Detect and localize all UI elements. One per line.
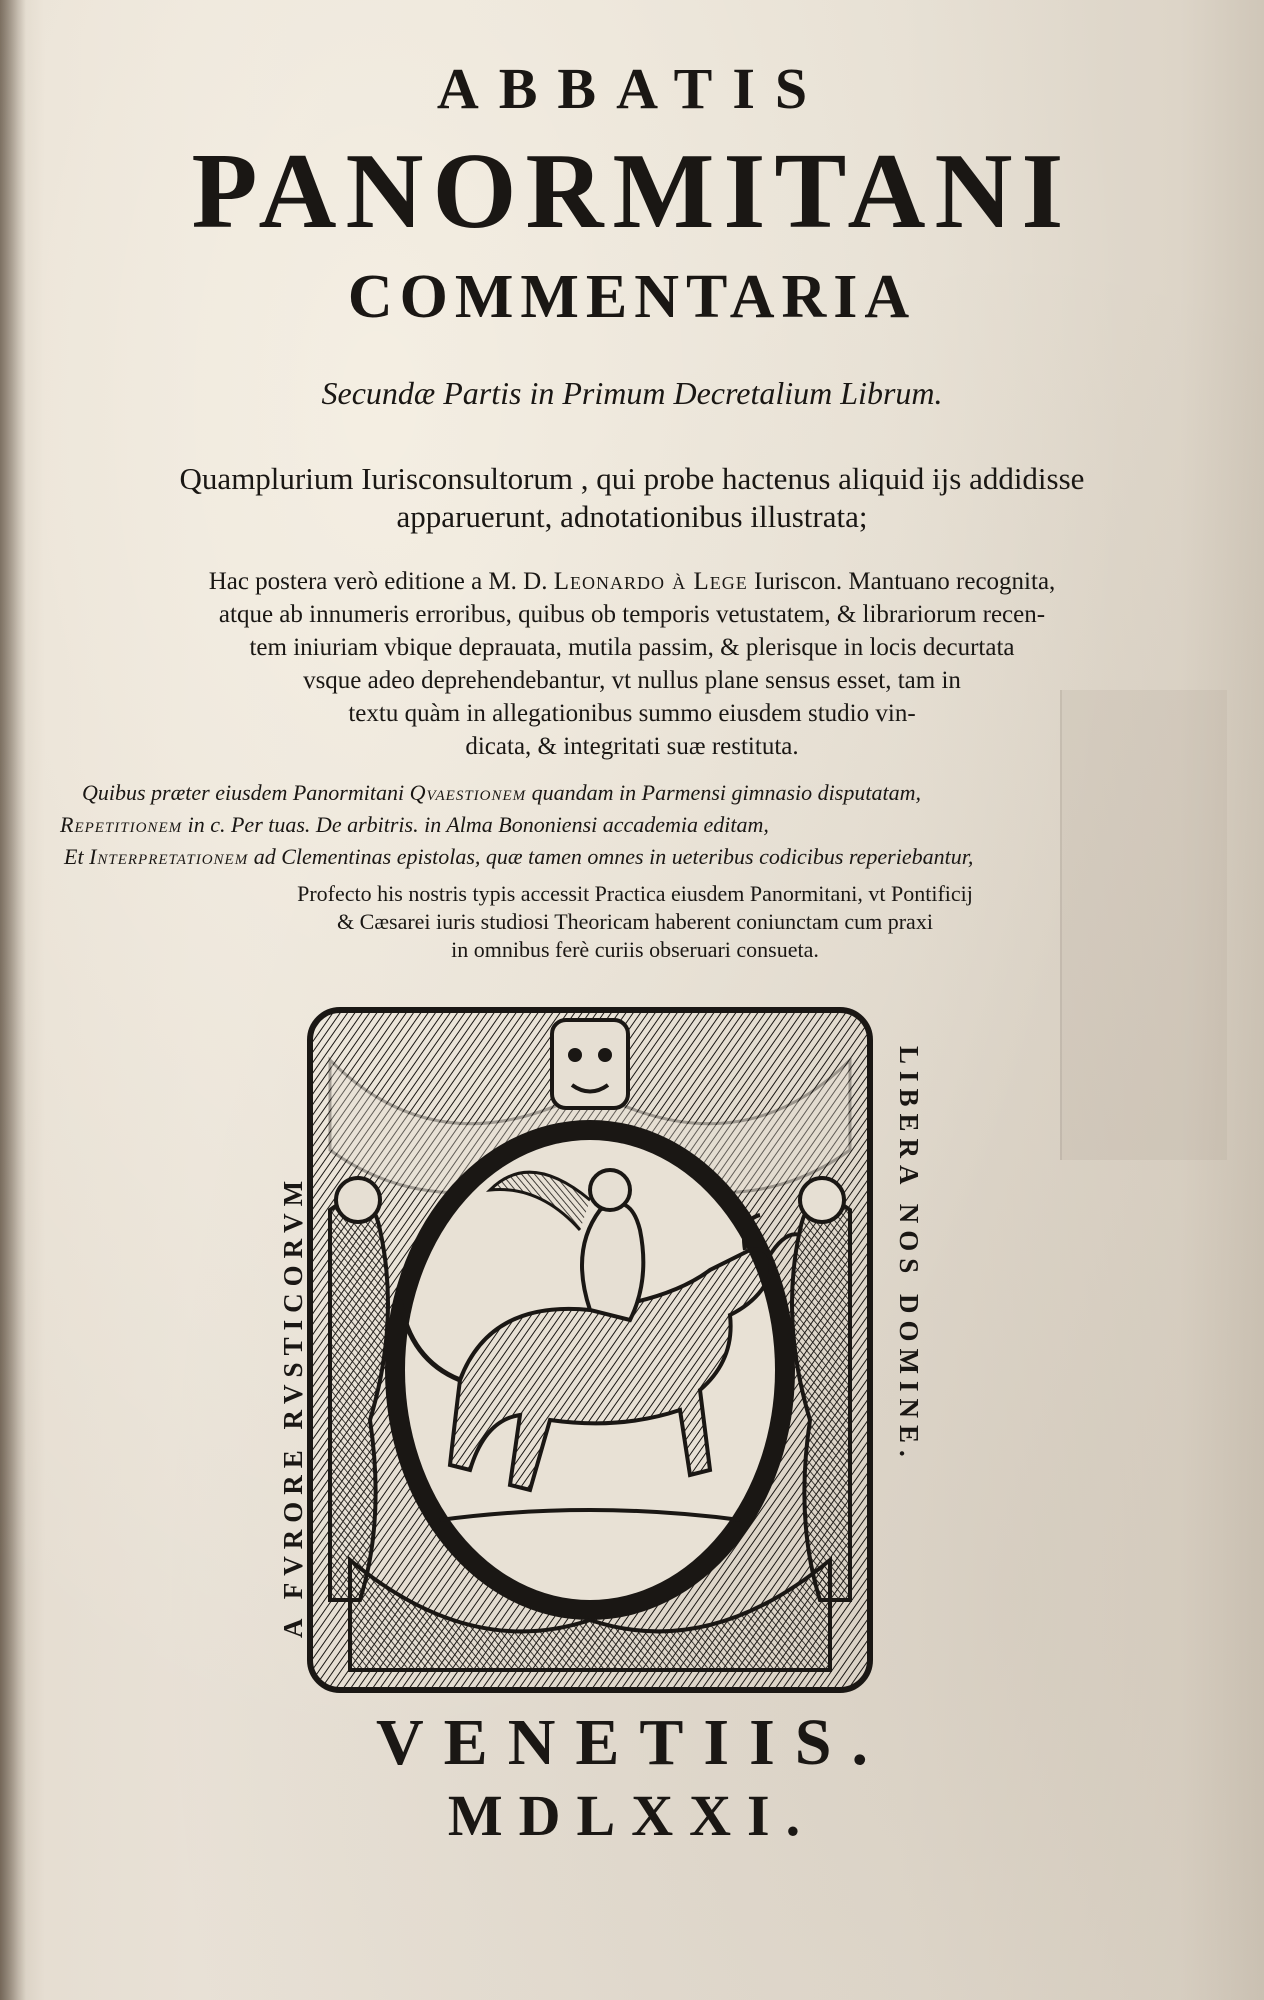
p3-line1-post: quandam in Parmensi gimnasio disputatam,: [531, 780, 921, 805]
p3-line1-pre: Quibus præter eiusdem Panormitani: [82, 780, 405, 805]
p3-line3-post: ad Clementinas epistolas, quæ tamen omnes in ueteribus codicibus reperiebantur,: [253, 844, 974, 869]
title-line-panormitani: PANORMITANI: [191, 132, 1073, 251]
p3-line2-sc: Repetitionem: [60, 812, 183, 837]
p3-line1-sc: Qvaestionem: [409, 780, 527, 805]
mask-ornament: [552, 1020, 628, 1108]
p2-line1-pre: Hac postera verò editione a M. D.: [208, 568, 548, 595]
paragraph4-line2: & Cæsarei iuris studiosi Theoricam haberent coniunctam cum praxi: [337, 909, 933, 934]
imprint-place: VENETIIS.: [376, 1706, 888, 1779]
imprint-year: MDLXXI.: [447, 1783, 817, 1848]
paragraph4-line1: Profecto his nostris typis accessit Practica eiusdem Panormitani, vt Pontificij: [297, 881, 973, 906]
p3-line2-post: in c. Per tuas. De arbitris. in Alma Bononiensi accademia editam,: [187, 812, 769, 837]
paragraph1-line2: apparuerunt, adnotationibus illustrata;: [396, 499, 868, 534]
paragraph2-line1: [60, 565, 1204, 598]
motto-right: LIBERA NOS DOMINE.: [894, 1046, 924, 1464]
p3-line3-pre: Et: [64, 844, 84, 869]
paragraph2-line4: vsque adeo deprehendebantur, vt nullus plane sensus esset, tam in: [303, 667, 961, 694]
paragraph3-line3: [64, 842, 973, 872]
paragraph1-line1: Quamplurium Iurisconsultorum , qui probe hactenus aliquid ijs addidisse: [179, 461, 1085, 496]
europa-on-bull-woodcut-icon: [290, 1000, 890, 1700]
p3-line3-sc: Interpretationem: [89, 844, 249, 869]
editor-name: Leonardo à Lege: [553, 568, 748, 595]
paragraph2-line3: tem iniuriam vbique deprauata, mutila passim, & plerisque in locis decurtata: [249, 634, 1015, 661]
paragraph2-line6: dicata, & integritati suæ restituta.: [465, 733, 799, 760]
paragraph2-line2: atque ab innumeris erroribus, quibus ob temporis vetustatem, & librariorum recen-: [218, 601, 1046, 628]
title-line-commentaria: COMMENTARIA: [347, 263, 917, 331]
paragraph4-line3: in omnibus ferè curiis obseruari consueta.: [451, 937, 819, 962]
paragraph3-line2: [60, 810, 769, 840]
p2-line1-post: Iuriscon. Mantuano recognita,: [754, 568, 1056, 595]
paragraph2-line5: textu quàm in allegationibus summo eiusdem studio vin-: [348, 700, 916, 727]
subtitle: Secundæ Partis in Primum Decretalium Librum.: [321, 375, 943, 411]
motto-left: A FVRORE RVSTICORVM: [278, 1173, 308, 1638]
paragraph3-line1: [82, 778, 921, 808]
title-line-abbatis: ABBATIS: [436, 56, 828, 121]
